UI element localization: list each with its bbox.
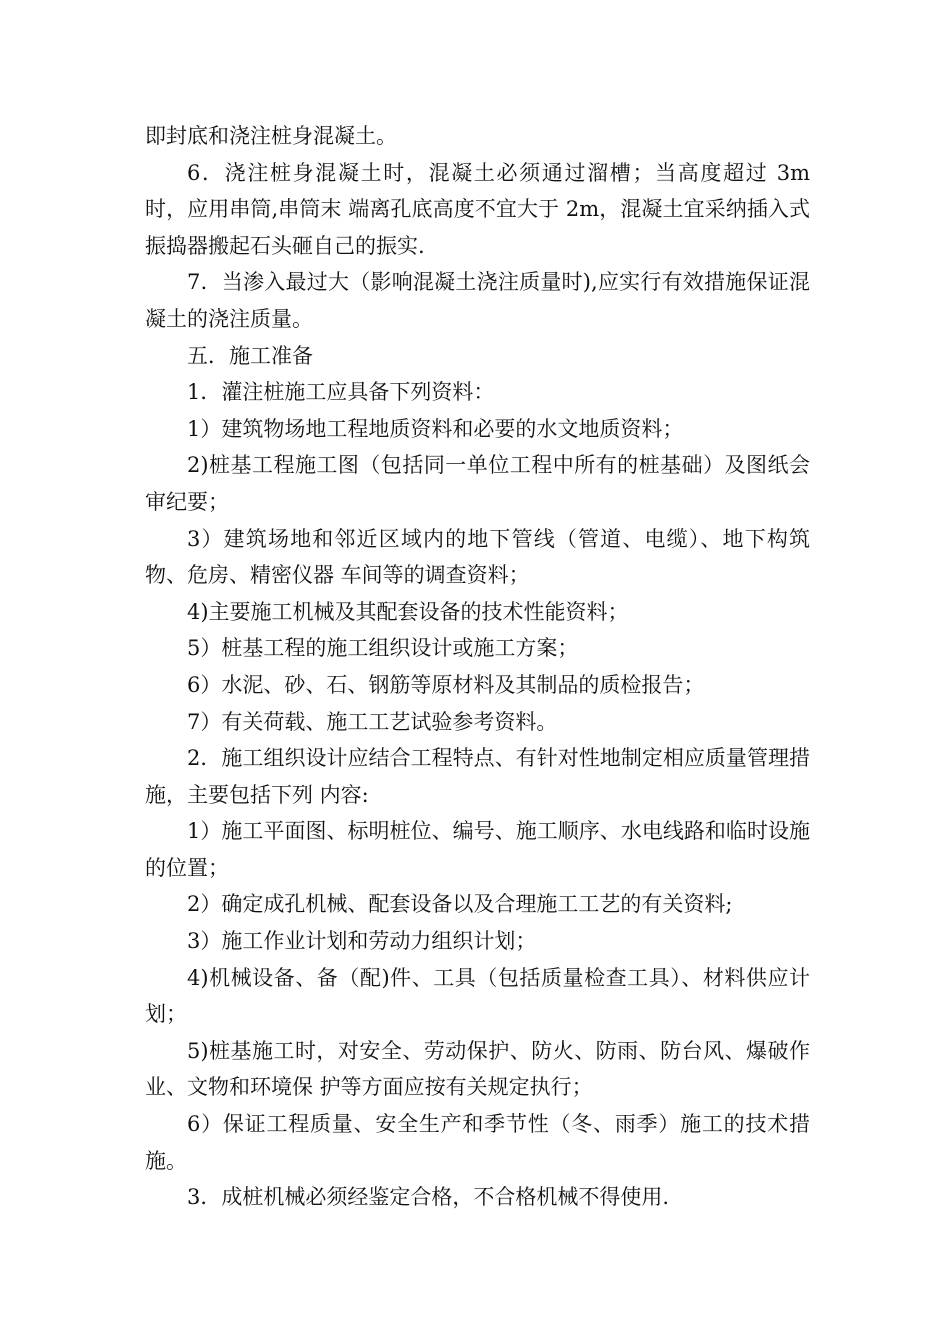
list-item-1-7: 7）有关荷载、施工工艺试验参考资料。	[187, 709, 558, 734]
paragraph-item-7: 7．当渗入最过大（影响混凝土浇注质量时),应实行有效措施保证混凝土的浇注质量。	[145, 270, 810, 331]
list-item-2-6: 6）保证工程质量、安全生产和季节性（冬、雨季）施工的技术措施。	[145, 1112, 810, 1173]
list-item-1-1: 1）建筑物场地工程地质资料和必要的水文地质资料；	[187, 416, 684, 441]
paragraph-item-6: 6．浇注桩身混凝土时，混凝土必须通过溜槽；当高度超过 3m 时，应用串筒,串筒末 端离孔底高度不宜大于 2m，混凝土宜采纳插入式振捣器搬起石头砸自己的振实.	[145, 160, 810, 258]
list-item-1-3: 3）建筑场地和邻近区域内的地下管线（管道、电缆）、地下构筑物、危房、精密仪器 车间等的调查资料；	[145, 526, 810, 588]
list-item-1-6: 6）水泥、砂、石、钢筋等原材料及其制品的质检报告；	[187, 672, 705, 697]
list-item-1-5: 5）桩基工程的施工组织设计或施工方案；	[187, 636, 579, 661]
section-heading-5: 五．施工准备	[187, 343, 313, 368]
list-item-2-1: 1）施工平面图、标明桩位、编号、施工顺序、水电线路和临时设施的位置；	[145, 819, 810, 880]
paragraph-prep-3: 3．成桩机械必须经鉴定合格，不合格机械不得使用.	[187, 1185, 670, 1210]
list-item-1-4: 4)主要施工机械及其配套设备的技术性能资料；	[187, 599, 629, 624]
paragraph-continuation: 即封底和浇注桩身混凝土。	[145, 124, 397, 148]
list-item-2-3: 3）施工作业计划和劳动力组织计划；	[187, 929, 537, 954]
list-item-2-4: 4)机械设备、备（配)件、工具（包括质量检查工具）、材料供应计划；	[145, 965, 810, 1027]
document-body	[145, 118, 810, 1216]
list-item-2-2: 2）确定成孔机械、配套设备以及合理施工工艺的有关资料;	[187, 892, 733, 917]
paragraph-prep-1: 1．灌注桩施工应具备下列资料：	[187, 380, 495, 405]
paragraph-prep-2: 2．施工组织设计应结合工程特点、有针对性地制定相应质量管理措施，主要包括下列 内容:	[145, 746, 810, 807]
list-item-1-2: 2)桩基工程施工图（包括同一单位工程中所有的桩基础）及图纸会审纪要；	[145, 453, 810, 514]
list-item-2-5: 5)桩基施工时，对安全、劳动保护、防火、防雨、防台风、爆破作业、文物和环境保 护等方面应按有关规定执行；	[145, 1038, 810, 1100]
